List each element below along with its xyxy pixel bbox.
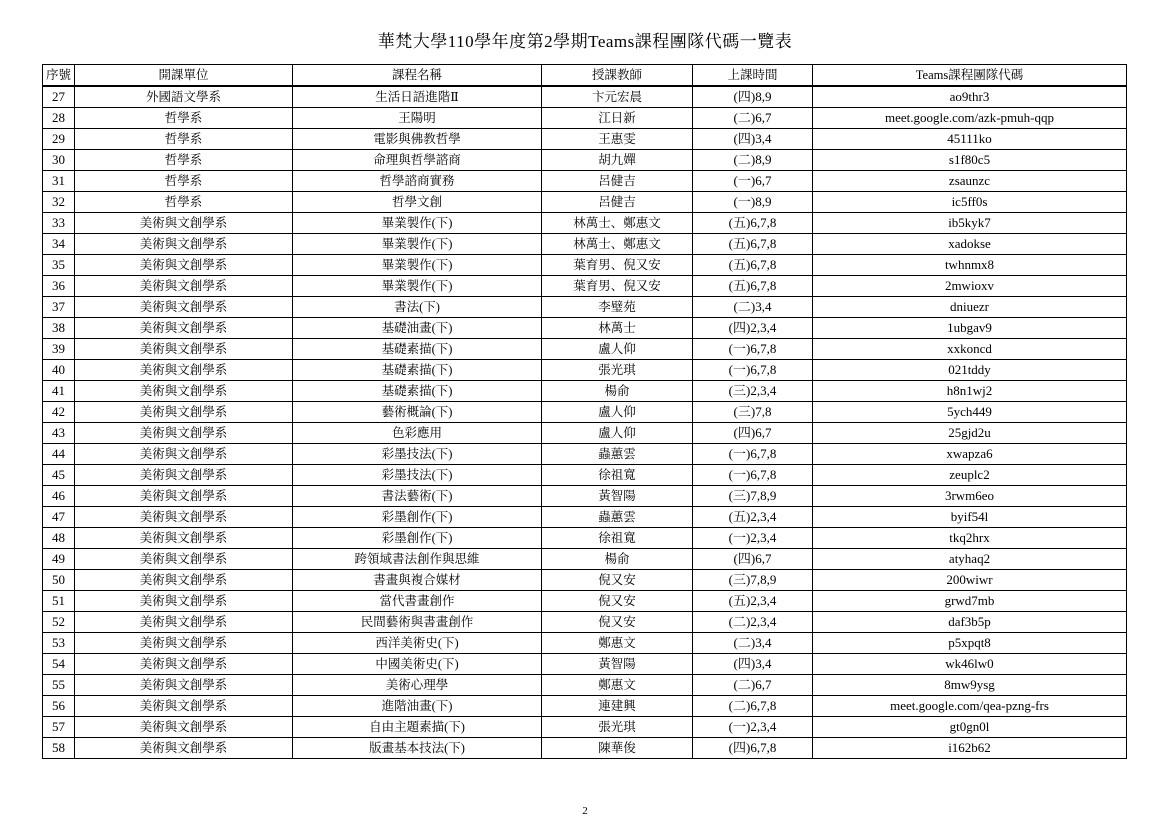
- department-cell: 外國語文學系: [75, 86, 293, 108]
- teams-code-cell: 8mw9ysg: [813, 675, 1127, 696]
- class-time-cell: (一)8,9: [693, 192, 813, 213]
- table-row: [43, 318, 1127, 339]
- course-name-cell: 書法藝術(下): [293, 486, 542, 507]
- instructor-cell: 楊俞: [542, 381, 693, 402]
- instructor-cell: 連建興: [542, 696, 693, 717]
- table-row: [43, 402, 1127, 423]
- col-header-class-time: 上課時間: [693, 65, 813, 87]
- row-index: 53: [43, 633, 75, 654]
- row-index: 48: [43, 528, 75, 549]
- table-row: [43, 150, 1127, 171]
- row-index: 31: [43, 171, 75, 192]
- teams-code-cell: 1ubgav9: [813, 318, 1127, 339]
- department-cell: 美術與文創學系: [75, 675, 293, 696]
- instructor-cell: 盧人仰: [542, 423, 693, 444]
- row-index: 35: [43, 255, 75, 276]
- row-index: 58: [43, 738, 75, 759]
- teams-code-cell: ib5kyk7: [813, 213, 1127, 234]
- class-time-cell: (一)6,7,8: [693, 339, 813, 360]
- instructor-cell: 蟲蕙雲: [542, 444, 693, 465]
- table-row: [43, 444, 1127, 465]
- course-name-cell: 畢業製作(下): [293, 276, 542, 297]
- course-name-cell: 基礎素描(下): [293, 360, 542, 381]
- row-index: 49: [43, 549, 75, 570]
- department-cell: 美術與文創學系: [75, 318, 293, 339]
- course-name-cell: 色彩應用: [293, 423, 542, 444]
- table-header-row: [43, 65, 1127, 87]
- row-index: 46: [43, 486, 75, 507]
- row-index: 52: [43, 612, 75, 633]
- class-time-cell: (二)6,7: [693, 108, 813, 129]
- course-name-cell: 基礎素描(下): [293, 339, 542, 360]
- instructor-cell: 張光琪: [542, 360, 693, 381]
- teams-code-cell: zeuplc2: [813, 465, 1127, 486]
- class-time-cell: (四)3,4: [693, 654, 813, 675]
- instructor-cell: 鄭惠文: [542, 633, 693, 654]
- department-cell: 美術與文創學系: [75, 507, 293, 528]
- instructor-cell: 張光琪: [542, 717, 693, 738]
- row-index: 34: [43, 234, 75, 255]
- course-name-cell: 彩墨創作(下): [293, 507, 542, 528]
- class-time-cell: (二)3,4: [693, 633, 813, 654]
- department-cell: 哲學系: [75, 171, 293, 192]
- course-name-cell: 西洋美術史(下): [293, 633, 542, 654]
- instructor-cell: 葉育男、倪又安: [542, 255, 693, 276]
- row-index: 44: [43, 444, 75, 465]
- table-row: [43, 234, 1127, 255]
- department-cell: 美術與文創學系: [75, 528, 293, 549]
- class-time-cell: (一)6,7,8: [693, 360, 813, 381]
- instructor-cell: 林萬士、鄭惠文: [542, 213, 693, 234]
- course-name-cell: 版畫基本技法(下): [293, 738, 542, 759]
- department-cell: 美術與文創學系: [75, 591, 293, 612]
- teams-code-cell: zsaunzc: [813, 171, 1127, 192]
- col-header-instructor: 授課教師: [542, 65, 693, 87]
- course-name-cell: 畢業製作(下): [293, 213, 542, 234]
- course-name-cell: 王陽明: [293, 108, 542, 129]
- teams-code-cell: 3rwm6eo: [813, 486, 1127, 507]
- department-cell: 美術與文創學系: [75, 612, 293, 633]
- class-time-cell: (四)3,4: [693, 129, 813, 150]
- class-time-cell: (一)6,7: [693, 171, 813, 192]
- instructor-cell: 卞元宏晨: [542, 86, 693, 108]
- class-time-cell: (一)6,7,8: [693, 465, 813, 486]
- instructor-cell: 鄭惠文: [542, 675, 693, 696]
- row-index: 51: [43, 591, 75, 612]
- table-row: [43, 633, 1127, 654]
- table-row: [43, 423, 1127, 444]
- course-name-cell: 彩墨技法(下): [293, 444, 542, 465]
- course-name-cell: 生活日語進階Ⅱ: [293, 86, 542, 108]
- row-index: 45: [43, 465, 75, 486]
- instructor-cell: 江日新: [542, 108, 693, 129]
- course-name-cell: 命理與哲學諮商: [293, 150, 542, 171]
- class-time-cell: (二)8,9: [693, 150, 813, 171]
- class-time-cell: (三)7,8,9: [693, 570, 813, 591]
- teams-code-cell: daf3b5p: [813, 612, 1127, 633]
- course-name-cell: 當代書畫創作: [293, 591, 542, 612]
- department-cell: 美術與文創學系: [75, 549, 293, 570]
- teams-code-cell: atyhaq2: [813, 549, 1127, 570]
- teams-code-cell: 5ych449: [813, 402, 1127, 423]
- table-row: [43, 507, 1127, 528]
- class-time-cell: (一)6,7,8: [693, 444, 813, 465]
- teams-code-cell: ao9thr3: [813, 86, 1127, 108]
- teams-code-cell: meet.google.com/qea-pzng-frs: [813, 696, 1127, 717]
- instructor-cell: 蟲蕙雲: [542, 507, 693, 528]
- table-row: [43, 591, 1127, 612]
- department-cell: 美術與文創學系: [75, 339, 293, 360]
- class-time-cell: (二)6,7,8: [693, 696, 813, 717]
- department-cell: 哲學系: [75, 192, 293, 213]
- instructor-cell: 王惠雯: [542, 129, 693, 150]
- table-row: [43, 549, 1127, 570]
- teams-code-cell: xadokse: [813, 234, 1127, 255]
- instructor-cell: 盧人仰: [542, 402, 693, 423]
- teams-code-cell: s1f80c5: [813, 150, 1127, 171]
- course-name-cell: 哲學諮商實務: [293, 171, 542, 192]
- class-time-cell: (三)7,8,9: [693, 486, 813, 507]
- department-cell: 美術與文創學系: [75, 654, 293, 675]
- department-cell: 美術與文創學系: [75, 465, 293, 486]
- table-row: [43, 612, 1127, 633]
- table-row: [43, 276, 1127, 297]
- course-name-cell: 自由主題素描(下): [293, 717, 542, 738]
- table-row: [43, 129, 1127, 150]
- teams-code-cell: twhnmx8: [813, 255, 1127, 276]
- department-cell: 哲學系: [75, 150, 293, 171]
- instructor-cell: 林萬士: [542, 318, 693, 339]
- row-index: 43: [43, 423, 75, 444]
- department-cell: 美術與文創學系: [75, 255, 293, 276]
- class-time-cell: (五)6,7,8: [693, 255, 813, 276]
- row-index: 40: [43, 360, 75, 381]
- teams-code-cell: grwd7mb: [813, 591, 1127, 612]
- department-cell: 哲學系: [75, 129, 293, 150]
- table-row: [43, 465, 1127, 486]
- instructor-cell: 陳華俊: [542, 738, 693, 759]
- department-cell: 美術與文創學系: [75, 738, 293, 759]
- teams-code-cell: p5xpqt8: [813, 633, 1127, 654]
- class-time-cell: (五)2,3,4: [693, 507, 813, 528]
- table-row: [43, 213, 1127, 234]
- instructor-cell: 呂健吉: [542, 192, 693, 213]
- teams-code-cell: 021tddy: [813, 360, 1127, 381]
- class-time-cell: (一)2,3,4: [693, 528, 813, 549]
- department-cell: 美術與文創學系: [75, 717, 293, 738]
- table-row: [43, 528, 1127, 549]
- table-row: [43, 108, 1127, 129]
- instructor-cell: 徐祖寬: [542, 528, 693, 549]
- table-row: [43, 171, 1127, 192]
- instructor-cell: 盧人仰: [542, 339, 693, 360]
- instructor-cell: 黃智陽: [542, 486, 693, 507]
- teams-code-cell: h8n1wj2: [813, 381, 1127, 402]
- table-row: [43, 675, 1127, 696]
- table-row: [43, 738, 1127, 759]
- row-index: 29: [43, 129, 75, 150]
- instructor-cell: 葉育男、倪又安: [542, 276, 693, 297]
- class-time-cell: (四)8,9: [693, 86, 813, 108]
- class-time-cell: (三)2,3,4: [693, 381, 813, 402]
- department-cell: 美術與文創學系: [75, 486, 293, 507]
- department-cell: 美術與文創學系: [75, 570, 293, 591]
- row-index: 30: [43, 150, 75, 171]
- course-name-cell: 畢業製作(下): [293, 255, 542, 276]
- table-row: [43, 696, 1127, 717]
- course-name-cell: 中國美術史(下): [293, 654, 542, 675]
- col-header-teams-code: Teams課程團隊代碼: [813, 65, 1127, 87]
- class-time-cell: (一)2,3,4: [693, 717, 813, 738]
- course-name-cell: 藝術概論(下): [293, 402, 542, 423]
- col-header-index: 序號: [43, 65, 75, 87]
- row-index: 39: [43, 339, 75, 360]
- department-cell: 美術與文創學系: [75, 213, 293, 234]
- department-cell: 美術與文創學系: [75, 234, 293, 255]
- instructor-cell: 徐祖寬: [542, 465, 693, 486]
- class-time-cell: (五)2,3,4: [693, 591, 813, 612]
- teams-code-cell: wk46lw0: [813, 654, 1127, 675]
- instructor-cell: 楊俞: [542, 549, 693, 570]
- course-name-cell: 彩墨技法(下): [293, 465, 542, 486]
- class-time-cell: (二)6,7: [693, 675, 813, 696]
- teams-code-cell: xwapza6: [813, 444, 1127, 465]
- table-row: [43, 297, 1127, 318]
- course-name-cell: 書畫與複合媒材: [293, 570, 542, 591]
- row-index: 47: [43, 507, 75, 528]
- course-name-cell: 電影與佛教哲學: [293, 129, 542, 150]
- teams-code-cell: tkq2hrx: [813, 528, 1127, 549]
- teams-code-cell: 200wiwr: [813, 570, 1127, 591]
- department-cell: 美術與文創學系: [75, 360, 293, 381]
- table-row: [43, 255, 1127, 276]
- class-time-cell: (四)6,7: [693, 423, 813, 444]
- teams-code-cell: gt0gn0l: [813, 717, 1127, 738]
- teams-code-cell: xxkoncd: [813, 339, 1127, 360]
- table-row: [43, 192, 1127, 213]
- course-name-cell: 畢業製作(下): [293, 234, 542, 255]
- department-cell: 美術與文創學系: [75, 444, 293, 465]
- course-name-cell: 跨領域書法創作與思維: [293, 549, 542, 570]
- course-name-cell: 哲學文創: [293, 192, 542, 213]
- teams-code-cell: 2mwioxv: [813, 276, 1127, 297]
- table-row: [43, 717, 1127, 738]
- class-time-cell: (四)6,7: [693, 549, 813, 570]
- department-cell: 美術與文創學系: [75, 381, 293, 402]
- course-code-table: [42, 64, 1127, 759]
- class-time-cell: (四)2,3,4: [693, 318, 813, 339]
- course-name-cell: 進階油畫(下): [293, 696, 542, 717]
- class-time-cell: (四)6,7,8: [693, 738, 813, 759]
- course-name-cell: 民間藝術與書畫創作: [293, 612, 542, 633]
- table-row: [43, 381, 1127, 402]
- instructor-cell: 呂健吉: [542, 171, 693, 192]
- row-index: 32: [43, 192, 75, 213]
- row-index: 54: [43, 654, 75, 675]
- class-time-cell: (二)3,4: [693, 297, 813, 318]
- teams-code-cell: i162b62: [813, 738, 1127, 759]
- instructor-cell: 倪又安: [542, 570, 693, 591]
- table-row: [43, 339, 1127, 360]
- instructor-cell: 黃智陽: [542, 654, 693, 675]
- row-index: 56: [43, 696, 75, 717]
- row-index: 57: [43, 717, 75, 738]
- instructor-cell: 倪又安: [542, 612, 693, 633]
- teams-code-cell: byif54l: [813, 507, 1127, 528]
- row-index: 27: [43, 86, 75, 108]
- course-name-cell: 彩墨創作(下): [293, 528, 542, 549]
- table-row: [43, 570, 1127, 591]
- row-index: 50: [43, 570, 75, 591]
- class-time-cell: (三)7,8: [693, 402, 813, 423]
- row-index: 28: [43, 108, 75, 129]
- department-cell: 美術與文創學系: [75, 633, 293, 654]
- department-cell: 美術與文創學系: [75, 696, 293, 717]
- instructor-cell: 林萬士、鄭惠文: [542, 234, 693, 255]
- table-body: [43, 86, 1127, 759]
- teams-code-cell: ic5ff0s: [813, 192, 1127, 213]
- table-row: [43, 360, 1127, 381]
- teams-code-cell: 25gjd2u: [813, 423, 1127, 444]
- row-index: 36: [43, 276, 75, 297]
- course-name-cell: 書法(下): [293, 297, 542, 318]
- document-title: 華梵大學110學年度第2學期Teams課程團隊代碼一覽表: [377, 32, 793, 51]
- col-header-course-name: 課程名稱: [293, 65, 542, 87]
- department-cell: 美術與文創學系: [75, 402, 293, 423]
- department-cell: 美術與文創學系: [75, 276, 293, 297]
- instructor-cell: 倪又安: [542, 591, 693, 612]
- page-number: 2: [582, 805, 588, 817]
- table-row: [43, 86, 1127, 108]
- class-time-cell: (五)6,7,8: [693, 234, 813, 255]
- course-name-cell: 基礎素描(下): [293, 381, 542, 402]
- teams-code-cell: dniuezr: [813, 297, 1127, 318]
- row-index: 41: [43, 381, 75, 402]
- class-time-cell: (二)2,3,4: [693, 612, 813, 633]
- row-index: 38: [43, 318, 75, 339]
- instructor-cell: 胡九嬋: [542, 150, 693, 171]
- department-cell: 美術與文創學系: [75, 297, 293, 318]
- col-header-department: 開課單位: [75, 65, 293, 87]
- class-time-cell: (五)6,7,8: [693, 213, 813, 234]
- row-index: 42: [43, 402, 75, 423]
- department-cell: 美術與文創學系: [75, 423, 293, 444]
- department-cell: 哲學系: [75, 108, 293, 129]
- class-time-cell: (五)6,7,8: [693, 276, 813, 297]
- table-row: [43, 486, 1127, 507]
- course-name-cell: 基礎油畫(下): [293, 318, 542, 339]
- row-index: 55: [43, 675, 75, 696]
- course-name-cell: 美術心理學: [293, 675, 542, 696]
- table-row: [43, 654, 1127, 675]
- row-index: 33: [43, 213, 75, 234]
- teams-code-cell: meet.google.com/azk-pmuh-qqp: [813, 108, 1127, 129]
- row-index: 37: [43, 297, 75, 318]
- teams-code-cell: 45111ko: [813, 129, 1127, 150]
- instructor-cell: 李璧苑: [542, 297, 693, 318]
